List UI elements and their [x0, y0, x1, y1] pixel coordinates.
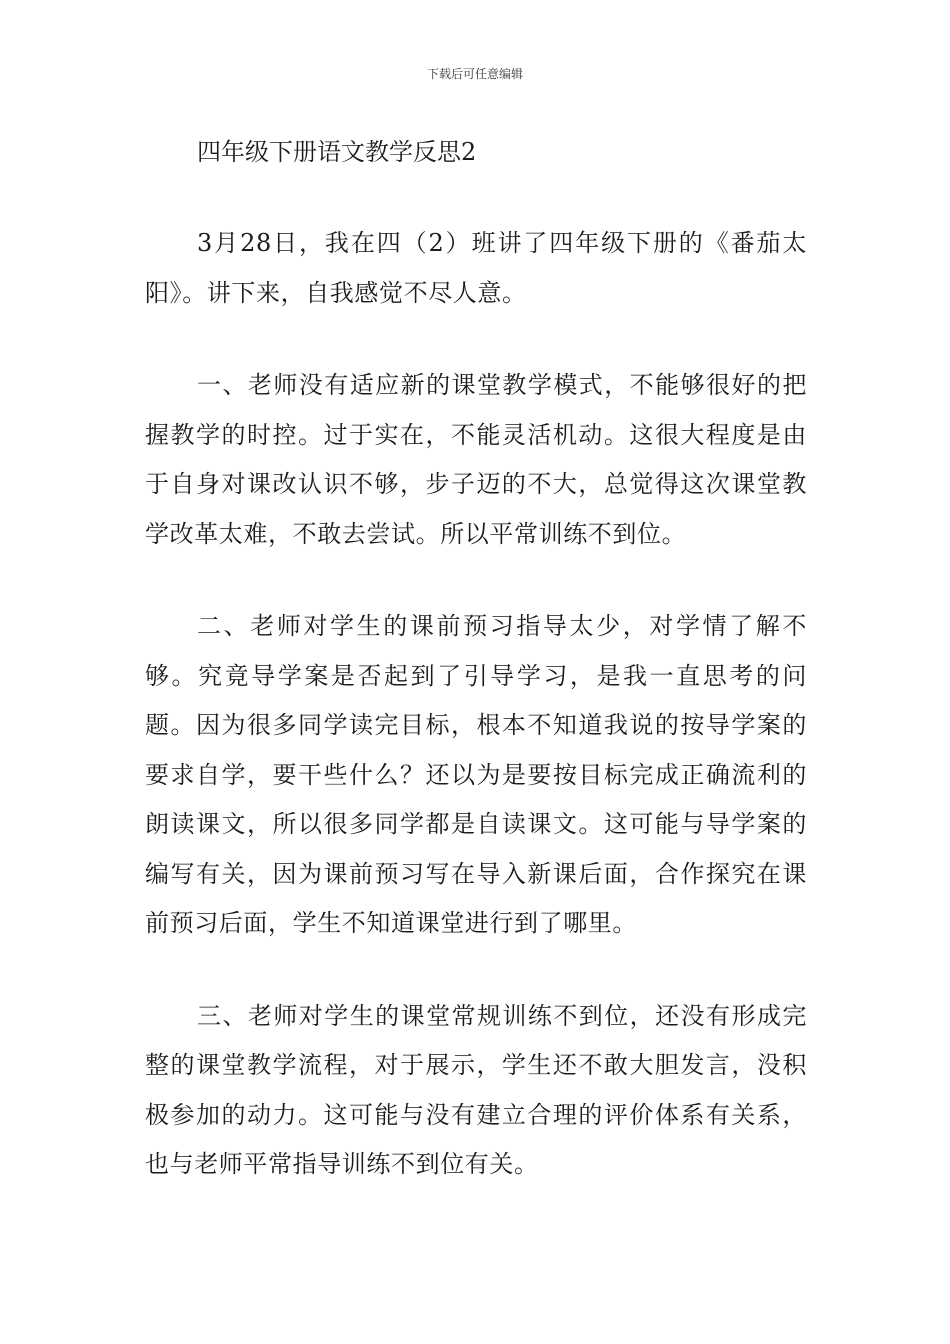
paragraph-point-two: 二、老师对学生的课前预习指导太少，对学情了解不够。究竟导学案是否起到了引导学习，是我一直思考的问题。因为很多同学读完目标，根本不知道我说的按导学案的要求自学，要干些什么？还以为是要按目标完成正确流利的朗读课文，所以很多同学都是自读课文。这可能与导学案的编写有关，因为课前预习写在导入新课后面，合作探究在课前预习后面，学生不知道课堂进行到了哪里。 [145, 612, 807, 937]
paragraph-point-three: 三、老师对学生的课堂常规训练不到位，还没有形成完整的课堂教学流程，对于展示，学生还不敢大胆发言，没积极参加的动力。这可能与没有建立合理的评价体系有关系，也与老师平常指导训练不到位有关。 [145, 1001, 807, 1178]
paragraph-intro: 3月28日，我在四（2）班讲了四年级下册的《番茄太阳》。讲下来，自我感觉不尽人意。 [145, 229, 807, 307]
document-title: 四年级下册语文教学反思2 [197, 138, 477, 166]
document-body [145, 128, 807, 1233]
header-note: 下载后可任意编辑 [426, 67, 523, 81]
paragraph-point-one: 一、老师没有适应新的课堂教学模式，不能够很好的把握教学的时控。过于实在，不能灵活机动。这很大程度是由于自身对课改认识不够，步子迈的不大，总觉得这次课堂教学改革太难，不敢去尝试。所以平常训练不到位。 [145, 371, 807, 548]
